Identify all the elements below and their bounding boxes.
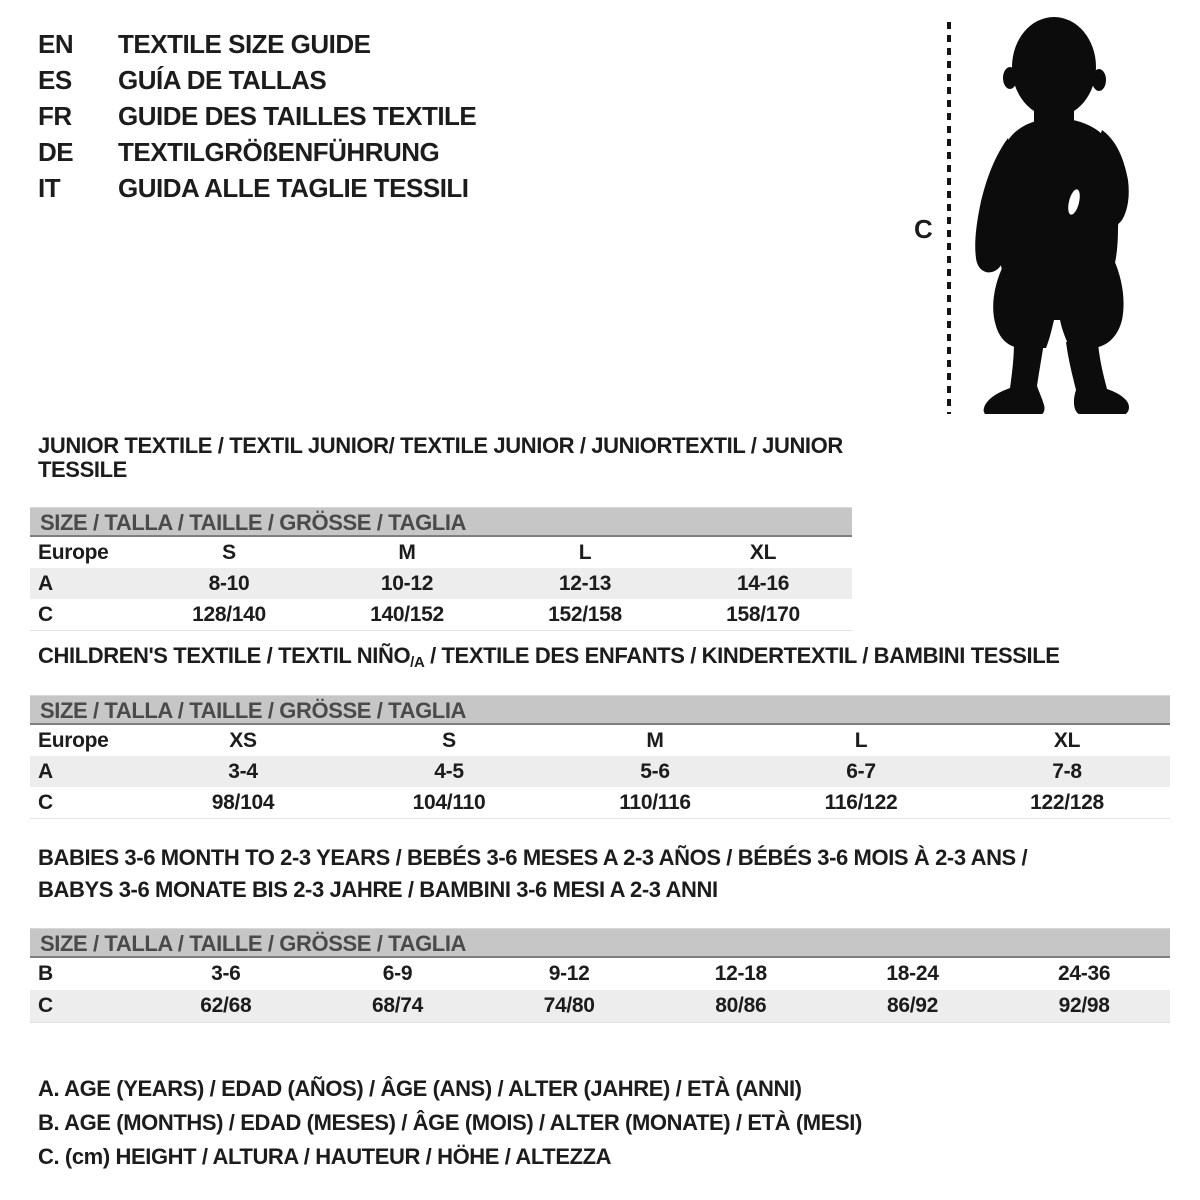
age-cell: 12-18 — [714, 962, 767, 985]
height-cell: 122/128 — [1030, 790, 1104, 814]
children-section-title — [30, 644, 1170, 675]
height-measure-dashed-line — [947, 22, 951, 414]
row-label: A — [38, 571, 53, 595]
babies-title-line1: BABIES 3-6 MONTH TO 2-3 YEARS / BEBÉS 3-6 MESES A 2-3 AÑOS / BÉBÉS 3-6 MOIS À 2-3 ANS / — [38, 845, 1028, 870]
size-cell: XS — [229, 728, 257, 752]
height-cell: 158/170 — [726, 602, 800, 626]
title-part: CHILDREN'S TEXTILE / TEXTIL NIÑO — [38, 643, 411, 668]
height-cell: 128/140 — [192, 602, 266, 626]
height-cell: 110/116 — [619, 790, 691, 814]
table-row-age-months — [30, 958, 1170, 990]
babies-section-title — [30, 846, 1170, 902]
size-cell: XL — [749, 540, 777, 564]
language-title: TEXTILE SIZE GUIDE — [118, 29, 371, 59]
row-label: Europe — [38, 728, 109, 752]
row-label: C — [38, 994, 53, 1017]
legend-height-cm: C. (cm) HEIGHT / ALTURA / HAUTEUR / HÖHE / ALTEZZA — [38, 1144, 612, 1169]
height-cell: 152/158 — [548, 602, 622, 626]
age-cell: 3-6 — [211, 962, 241, 985]
babies-size-table — [30, 958, 1170, 1023]
age-cell: 3-4 — [228, 759, 258, 783]
language-code: ES — [38, 65, 72, 95]
height-cell: 80/86 — [715, 994, 767, 1017]
language-code: IT — [38, 173, 61, 203]
language-row — [38, 134, 476, 170]
size-cell: M — [398, 540, 416, 564]
title-part: / TEXTILE DES ENFANTS / KINDERTEXTIL / BAMBINI TESSILE — [424, 643, 1060, 668]
children-textile-section — [30, 644, 1170, 819]
table-row-europe — [30, 725, 1170, 756]
junior-size-table — [30, 537, 852, 631]
title-subscript: /A — [410, 654, 425, 671]
babies-textile-section — [30, 846, 1170, 1023]
row-label: B — [38, 962, 53, 985]
height-cell: 104/110 — [412, 790, 486, 814]
size-header-bar: SIZE / TALLA / TAILLE / GRÖSSE / TAGLIA — [30, 695, 1170, 725]
table-row-height-cm — [30, 787, 1170, 818]
legend-age-years: A. AGE (YEARS) / EDAD (AÑOS) / ÂGE (ANS) / ALTER (JAHRE) / ETÀ (ANNI) — [38, 1076, 802, 1101]
age-cell: 24-36 — [1058, 962, 1111, 985]
age-cell: 6-9 — [382, 962, 413, 985]
height-cell: 140/152 — [370, 602, 444, 626]
age-cell: 4-5 — [434, 759, 464, 783]
table-row-height-cm — [30, 990, 1170, 1022]
babies-title-line2: BABYS 3-6 MONATE BIS 2-3 JAHRE / BAMBINI 3-6 MESI A 2-3 ANNI — [38, 877, 718, 902]
row-label: C — [38, 602, 53, 626]
table-row-age-years — [30, 568, 852, 599]
table-row-age-years — [30, 756, 1170, 787]
language-title: GUIDA ALLE TAGLIE TESSILI — [118, 173, 469, 203]
language-title: GUÍA DE TALLAS — [118, 65, 327, 95]
language-title: GUIDE DES TAILLES TEXTILE — [118, 101, 477, 131]
language-code: FR — [38, 101, 72, 131]
language-title: TEXTILGRÖßENFÜHRUNG — [118, 137, 440, 167]
size-cell: M — [646, 728, 664, 752]
size-cell: S — [442, 728, 456, 752]
size-cell: L — [578, 540, 592, 564]
toddler-silhouette-icon — [962, 12, 1142, 414]
row-label: A — [38, 759, 53, 783]
height-cell: 116/122 — [824, 790, 898, 814]
age-cell: 14-16 — [736, 571, 790, 595]
language-code: EN — [38, 29, 74, 59]
height-measure-label: C — [914, 214, 933, 244]
junior-section-title: JUNIOR TEXTILE / TEXTIL JUNIOR/ TEXTILE JUNIOR / JUNIORTEXTIL / JUNIOR TESSILE — [38, 433, 843, 482]
height-cell: 74/80 — [543, 994, 595, 1017]
children-size-table — [30, 725, 1170, 819]
height-cell: 62/68 — [200, 994, 252, 1017]
row-label: Europe — [38, 540, 109, 564]
legend-age-months: B. AGE (MONTHS) / EDAD (MESES) / ÂGE (MOIS) / ALTER (MONATE) / ETÀ (MESI) — [38, 1110, 862, 1135]
language-row — [38, 26, 476, 62]
size-cell: S — [222, 540, 236, 564]
age-cell: 5-6 — [640, 759, 670, 783]
age-cell: 8-10 — [208, 571, 250, 595]
height-cell: 68/74 — [371, 994, 424, 1017]
age-cell: 7-8 — [1052, 759, 1082, 783]
measure-legend — [38, 1072, 862, 1174]
age-cell: 9-12 — [548, 962, 590, 985]
age-cell: 18-24 — [886, 962, 939, 985]
language-row — [38, 62, 476, 98]
height-cell: 86/92 — [886, 994, 939, 1017]
table-row-europe — [30, 537, 852, 568]
age-cell: 10-12 — [380, 571, 434, 595]
language-code: DE — [38, 137, 74, 167]
size-cell: L — [854, 728, 868, 752]
table-row-height-cm — [30, 599, 852, 630]
size-cell: XL — [1053, 728, 1081, 752]
height-cell: 98/104 — [211, 790, 275, 814]
size-header-bar: SIZE / TALLA / TAILLE / GRÖSSE / TAGLIA — [30, 928, 1170, 958]
language-title-list — [38, 26, 476, 206]
junior-textile-section — [30, 434, 852, 631]
height-cell: 92/98 — [1058, 994, 1110, 1017]
row-label: C — [38, 790, 53, 814]
language-row — [38, 98, 476, 134]
language-row — [38, 170, 476, 206]
age-cell: 12-13 — [558, 571, 612, 595]
age-cell: 6-7 — [846, 759, 876, 783]
size-header-bar: SIZE / TALLA / TAILLE / GRÖSSE / TAGLIA — [30, 507, 852, 537]
